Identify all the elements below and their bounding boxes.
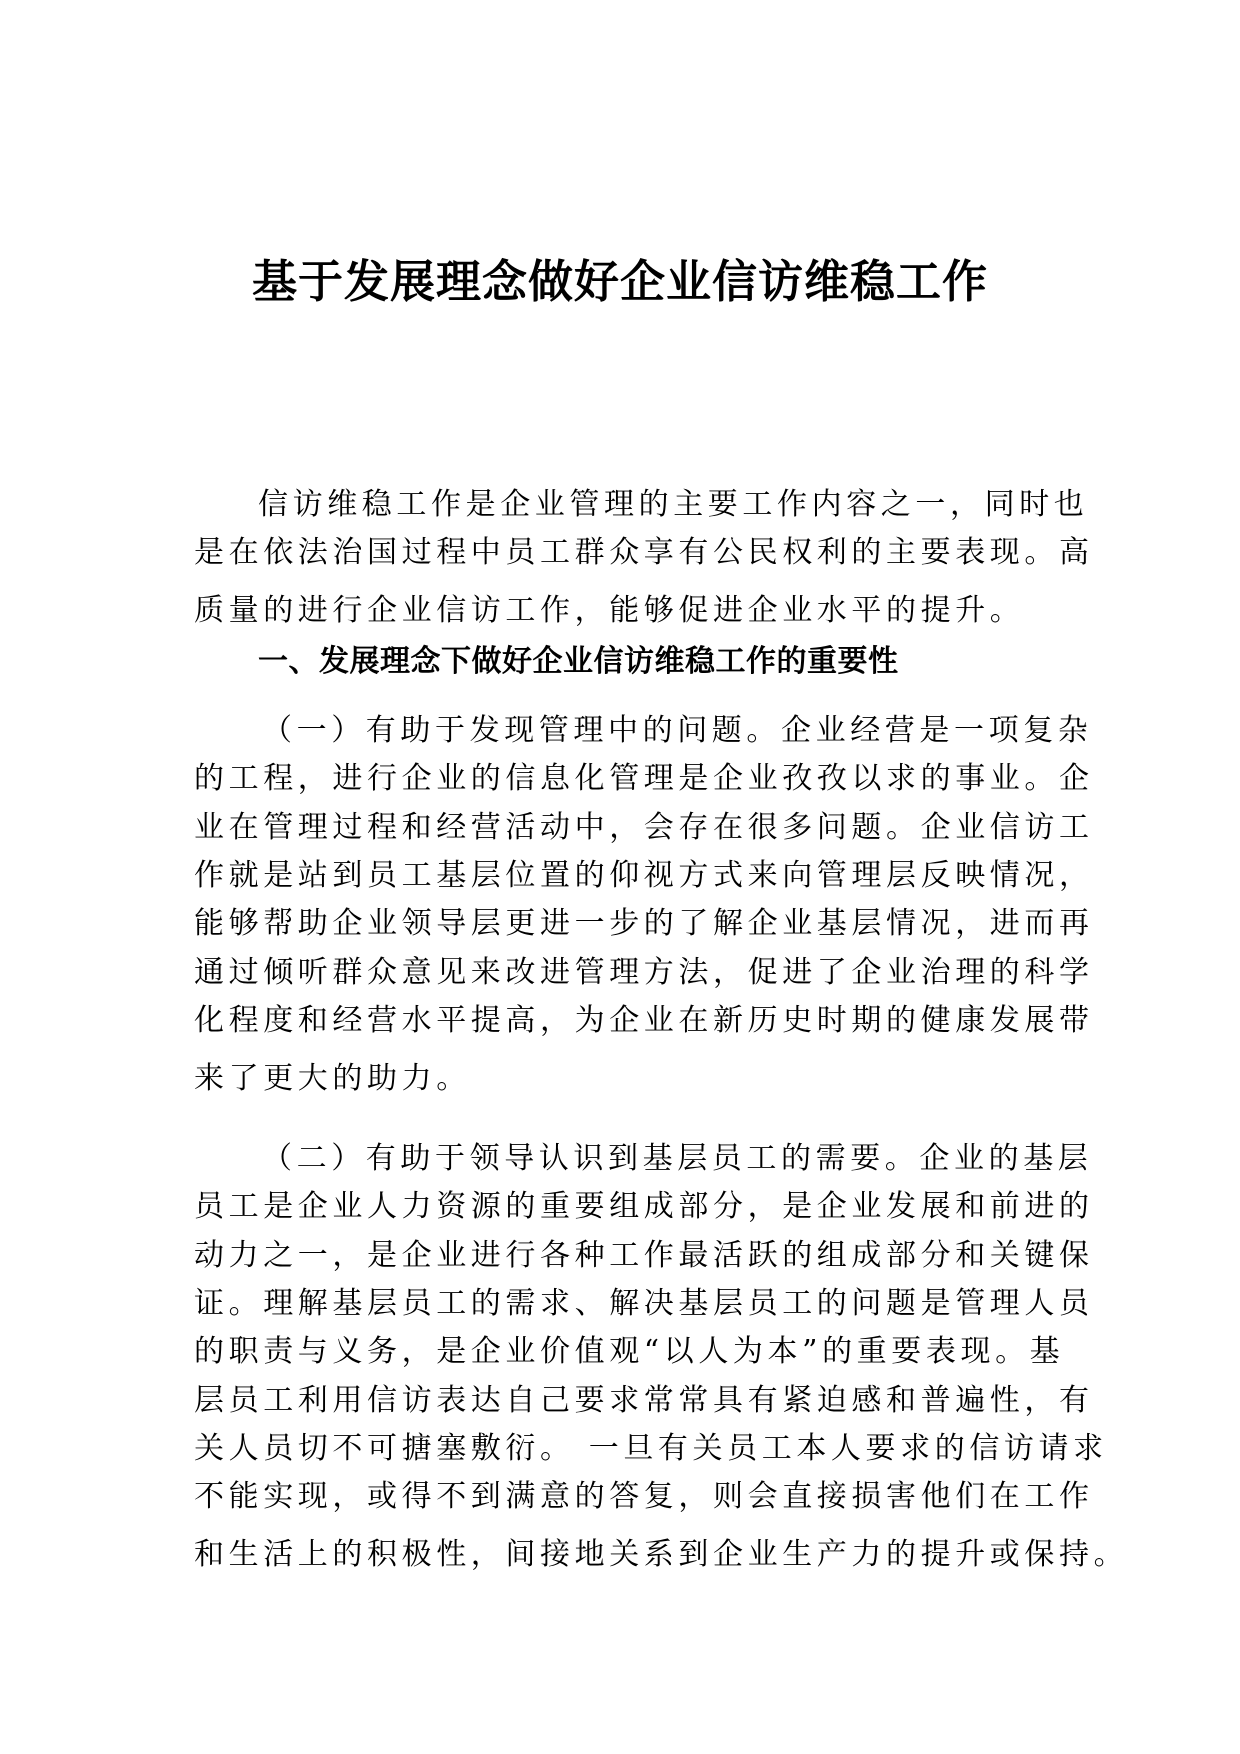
item2-line: （二）有助于领导认识到基层员工的需要。企业的基层 — [262, 1141, 1093, 1176]
intro-line: 是在依法治国过程中员工群众享有公民权利的主要表现。高 — [194, 535, 1094, 570]
item1-line: 化程度和经营水平提高，为企业在新历史时期的健康发展带 — [194, 1003, 1094, 1038]
item1-line: （一）有助于发现管理中的问题。企业经营是一项复杂 — [262, 713, 1093, 748]
item1-line: 通过倾听群众意见来改进管理方法，促进了企业治理的科学 — [194, 955, 1094, 990]
item1-line: 来了更大的助力。 — [194, 1061, 471, 1096]
item2-line: 不能实现，或得不到满意的答复，则会直接损害他们在工作 — [194, 1479, 1094, 1514]
item1-line: 的工程，进行企业的信息化管理是企业孜孜以求的事业。企 — [194, 761, 1094, 796]
item2-line: 员工是企业人力资源的重要组成部分，是企业发展和前进的 — [194, 1189, 1094, 1224]
item2-line: 层员工利用信访表达自己要求常常具有紧迫感和普遍性，有 — [194, 1383, 1094, 1418]
section-heading: 一、发展理念下做好企业信访维稳工作的重要性 — [258, 644, 899, 679]
item1-line: 能够帮助企业领导层更进一步的了解企业基层情况，进而再 — [194, 906, 1094, 941]
item2-line: 和生活上的积极性，间接地关系到企业生产力的提升或保持。 — [194, 1537, 1129, 1572]
item2-line: 动力之一，是企业进行各种工作最活跃的组成部分和关键保 — [194, 1238, 1094, 1273]
document-title: 基于发展理念做好企业信访维稳工作 — [251, 255, 988, 308]
item1-line: 作就是站到员工基层位置的仰视方式来向管理层反映情况， — [194, 858, 1094, 893]
item2-line: 关人员切不可搪塞敷衍。 一旦有关员工本人要求的信访请求 — [194, 1431, 1108, 1466]
item1-line: 业在管理过程和经营活动中，会存在很多问题。企业信访工 — [194, 810, 1094, 845]
intro-line: 信访维稳工作是企业管理的主要工作内容之一，同时也 — [258, 487, 1089, 522]
item2-line: 的职责与义务，是企业价值观“以人为本”的重要表现。基 — [194, 1334, 1065, 1369]
item2-line: 证。理解基层员工的需求、解决基层员工的问题是管理人员 — [194, 1286, 1094, 1321]
intro-line: 质量的进行企业信访工作，能够促进企业水平的提升。 — [194, 593, 1025, 628]
